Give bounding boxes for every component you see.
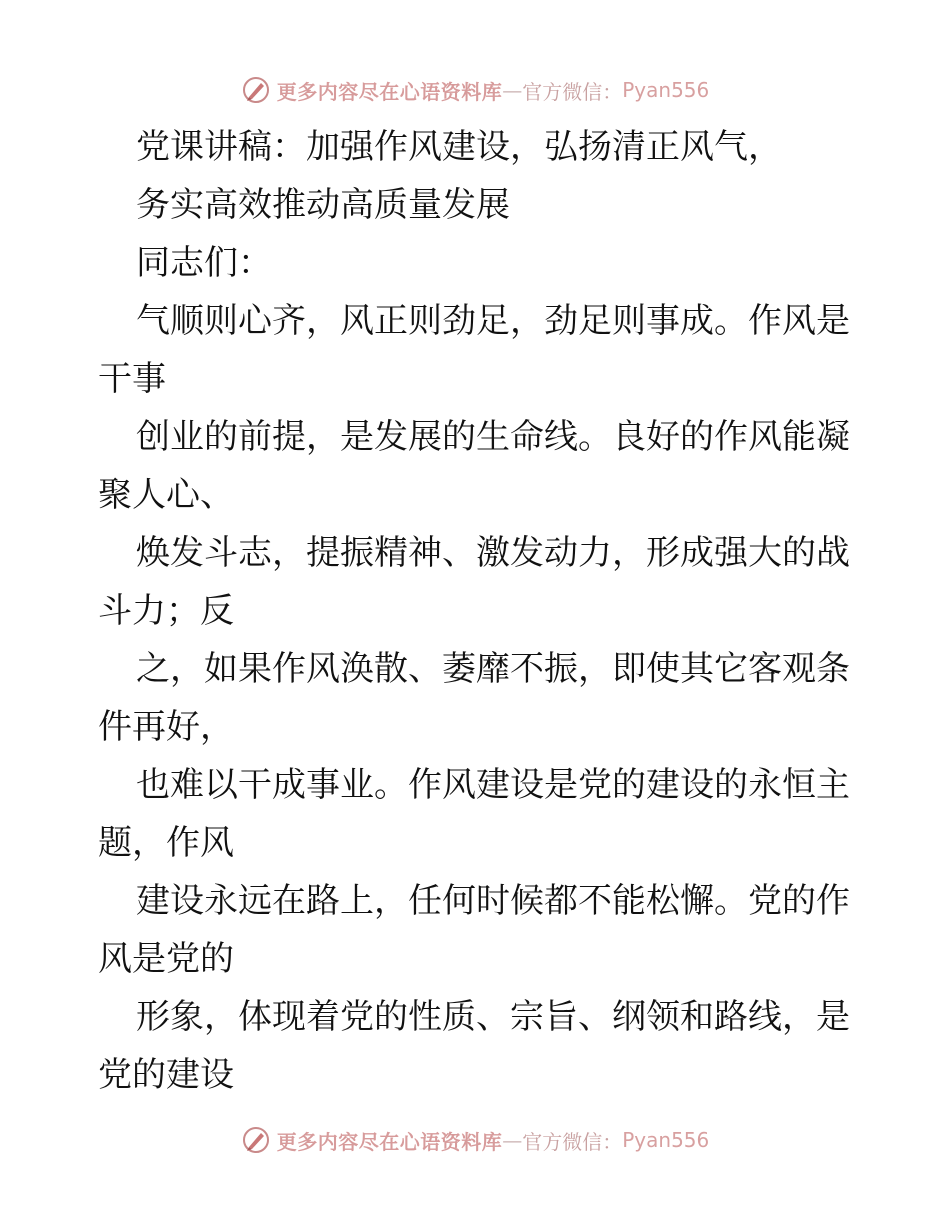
document-body: [98, 118, 858, 1104]
watermark-wechat-id: Pyan556: [622, 78, 710, 102]
text-line: 件再好，: [98, 707, 234, 747]
watermark-dash: —: [502, 78, 523, 102]
pen-logo-icon: [241, 1125, 271, 1155]
text-line: 风是党的: [98, 939, 234, 979]
text-line: 党课讲稿：加强作风建设，弘扬清正风气，: [136, 127, 782, 167]
watermark-dash: —: [502, 1128, 523, 1152]
text-line: 气顺则心齐，风正则劲足，劲足则事成。作风是: [136, 301, 850, 341]
text-line: 同志们：: [136, 243, 272, 283]
pen-logo-icon: [241, 75, 271, 105]
text-line: 务实高效推动高质量发展: [136, 185, 510, 225]
text-line: 题，作风: [98, 823, 234, 863]
text-line: 形象，体现着党的性质、宗旨、纲领和路线，是: [136, 997, 850, 1037]
text-line: 也难以干成事业。作风建设是党的建设的永恒主: [136, 765, 850, 805]
text-line: 焕发斗志，提振精神、激发动力，形成强大的战: [136, 533, 850, 573]
text-line: 建设永远在路上，任何时候都不能松懈。党的作: [136, 881, 850, 921]
text-line: 斗力；反: [98, 591, 234, 631]
watermark-footer: [0, 1120, 950, 1160]
text-line: 干事: [98, 359, 166, 399]
text-line: 之，如果作风涣散、萎靡不振，即使其它客观条: [136, 649, 850, 689]
text-line: 创业的前提，是发展的生命线。良好的作风能凝: [136, 417, 850, 457]
text-line: 党的建设: [98, 1055, 234, 1095]
watermark-header: [0, 70, 950, 110]
text-line: 聚人心、: [98, 475, 234, 515]
watermark-brand: 更多内容尽在心语资料库: [276, 1129, 503, 1154]
watermark-label: 官方微信：: [522, 1129, 623, 1154]
watermark-wechat-id: Pyan556: [622, 1128, 710, 1152]
watermark-brand: 更多内容尽在心语资料库: [276, 79, 503, 104]
watermark-label: 官方微信：: [522, 79, 623, 104]
